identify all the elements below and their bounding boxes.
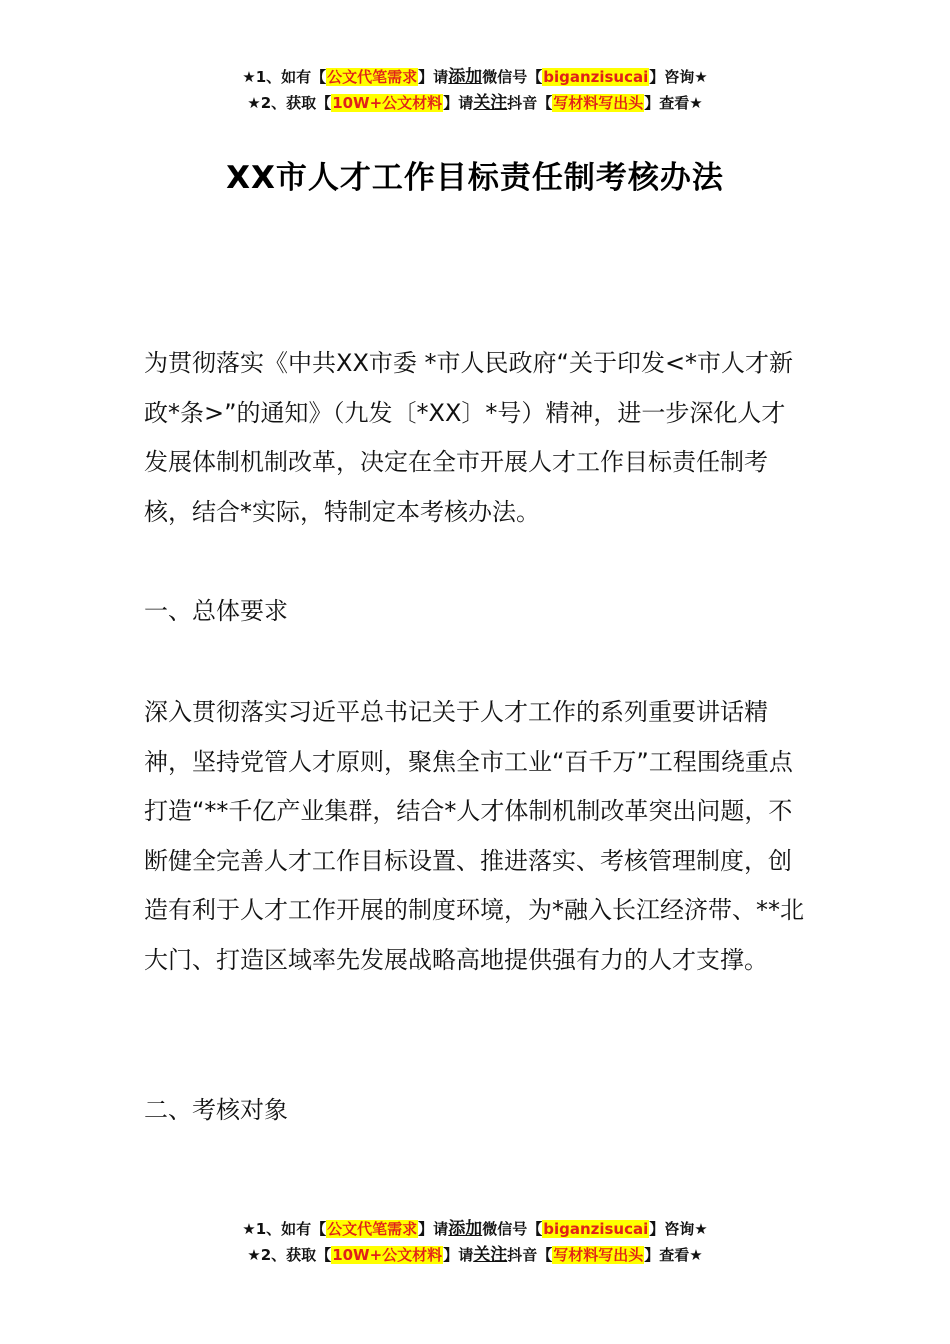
top-banner bbox=[0, 64, 950, 116]
add-underlined: 添加 bbox=[448, 67, 483, 87]
douyin-id-highlight: 写材料写出头 bbox=[553, 94, 644, 112]
bottom-banner bbox=[0, 1216, 950, 1268]
add-underlined: 添加 bbox=[448, 1219, 483, 1239]
intro-paragraph: 为贯彻落实《中共XX市委 *市人民政府“关于印发<*市人才新政*条>”的通知》（九发〔*XX〕*号）精神，进一步深化人才发展体制机制改革，决定在全市开展人才工作目标责任制考核，结合*实际，特制定本考核办法。 bbox=[144, 349, 794, 526]
section-heading-targets: 二、考核对象 bbox=[144, 1096, 288, 1124]
materials-highlight: 10W+公文材料 bbox=[332, 1246, 443, 1264]
general-requirements-paragraph: 深入贯彻落实习近平总书记关于人才工作的系列重要讲话精神，坚持党管人才原则，聚焦全市工业“百千万”工程围绕重点打造“**千亿产业集群，结合*人才体制机制改革突出问题，不断健全完善人才工作目标设置、推进落实、考核管理制度，创造有利于人才工作开展的制度环境，为*融入长江经济带、**北大门、打造区域率先发展战略高地提供强有力的人才支撑。 bbox=[144, 698, 804, 974]
follow-underlined: 关注 bbox=[473, 1245, 508, 1265]
wechat-id-highlight: biganzisucai bbox=[543, 1220, 649, 1238]
banner-line-1: ★1、如有【公文代笔需求】请添加微信号【biganzisucai】咨询★ bbox=[242, 1219, 708, 1239]
ghostwriting-highlight: 公文代笔需求 bbox=[327, 1220, 418, 1238]
follow-underlined: 关注 bbox=[473, 93, 508, 113]
wechat-id-highlight: biganzisucai bbox=[543, 68, 649, 86]
document-title: XX市人才工作目标责任制考核办法 bbox=[226, 160, 724, 196]
materials-highlight: 10W+公文材料 bbox=[332, 94, 443, 112]
banner-line-2: ★2、获取【10W+公文材料】请关注抖音【写材料写出头】查看★ bbox=[247, 1245, 703, 1265]
section-heading-general: 一、总体要求 bbox=[144, 597, 288, 625]
banner-line-2: ★2、获取【10W+公文材料】请关注抖音【写材料写出头】查看★ bbox=[247, 93, 703, 113]
douyin-id-highlight: 写材料写出头 bbox=[553, 1246, 644, 1264]
banner-line-1: ★1、如有【公文代笔需求】请添加微信号【biganzisucai】咨询★ bbox=[242, 67, 708, 87]
ghostwriting-highlight: 公文代笔需求 bbox=[327, 68, 418, 86]
